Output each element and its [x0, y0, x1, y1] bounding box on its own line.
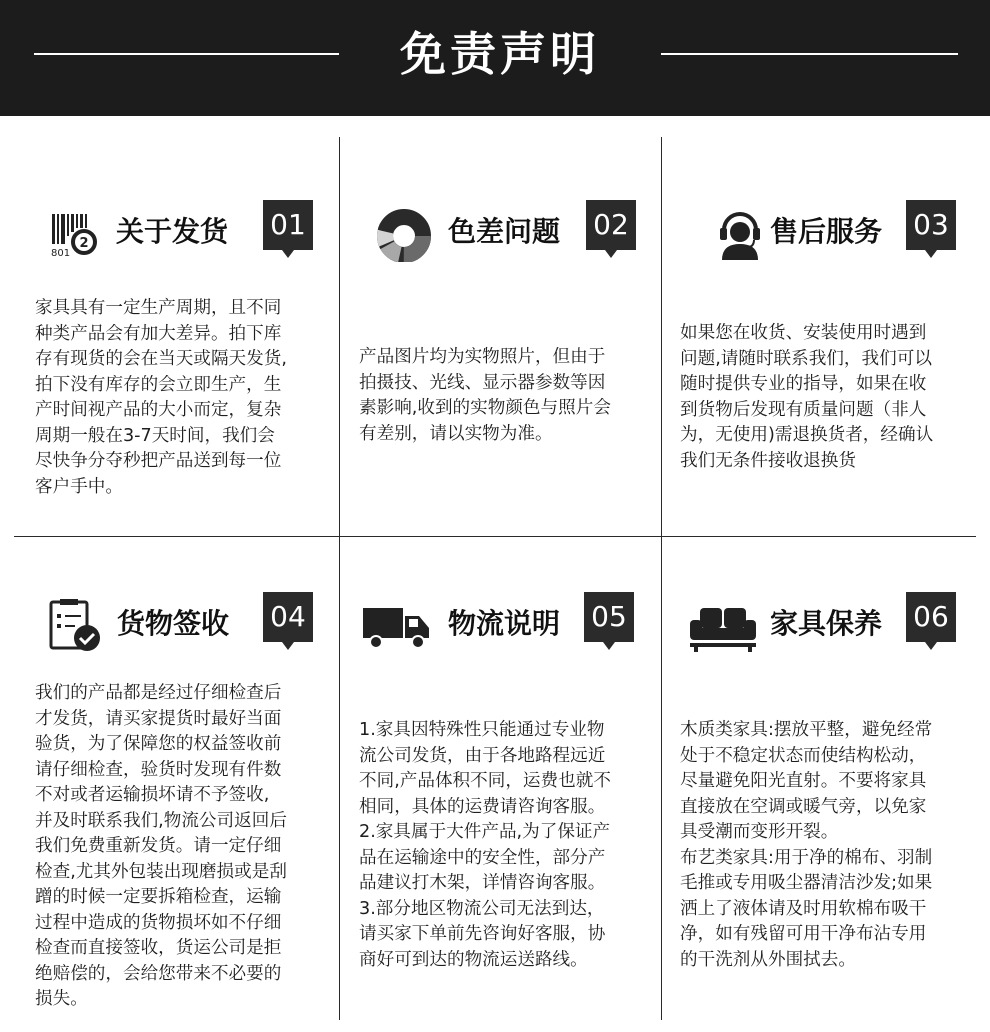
section-title: 售后服务 [770, 215, 883, 248]
section-title: 物流说明 [448, 607, 561, 640]
section-number-badge: 05 [584, 592, 634, 642]
section-body: 产品图片均为实物照片，但由于 拍摄技、光线、显示器参数等因 素影响,收到的实物颜色与照片会 有差别，请以实物为准。 [359, 347, 611, 444]
section-header [712, 200, 982, 270]
header-rule-left [34, 53, 339, 55]
section-header [688, 592, 978, 662]
section-title: 关于发货 [116, 215, 229, 248]
page-title: 免责声明 [400, 27, 600, 81]
section-header [376, 200, 646, 270]
section-header [50, 200, 320, 270]
section-number-badge: 04 [263, 592, 313, 642]
section-body: 如果您在收货、安装使用时遇到 问题,请随时联系我们，我们可以 随时提供专业的指导，如果在收 到货物后发现有质量问题（非人 为，无使用)需退换货者，经确认 我们无条件接收退换货 [680, 323, 934, 471]
section-title: 家具保养 [770, 607, 883, 640]
svg-text:801: 801 [51, 248, 71, 259]
section-header [47, 592, 327, 662]
section-body: 1.家具因特殊性只能通过专业物 流公司发货，由于各地路程远近 不同,产品体积不同，运费也就不 相同，具体的运费请咨询客服。 2.家具属于大件产品,为了保证产 品在运输途中的安全性，部分产 品建议打木架，详情咨询客服。 3.部分地区物流公司无法到达， 请买家下单前先咨询好客服，协 商好可到达的物流运送路线。 [359, 720, 611, 970]
section-title: 色差问题 [448, 215, 561, 248]
customer-service-icon [712, 206, 768, 262]
section-body: 我们的产品都是经过仔细检查后 才发货，请买家提货时最好当面 验货，为了保障您的权益签收前 请仔细检查，验货时发现有件数 不对或者运输损坏请不予签收, 并及时联系我们,物流公司返回后 我们免费重新发货。请一定仔细 检查,尤其外包装出现磨损或是刮 蹭的时候一定要拆箱检查，运输 过程中造成的货物损坏如不仔细 检查而直接签收，货运公司是拒 绝赔偿的，会给您带来不必要的 损失。 [35, 683, 287, 1009]
grid-divider-horizontal [14, 536, 976, 537]
page-header [0, 0, 990, 116]
section-body: 木质类家具:摆放平整，避免经常 处于不稳定状态而使结构松动， 尽量避免阳光直射。不要将家具 直接放在空调或暖气旁，以免家 具受潮而变形开裂。 布艺类家具:用于净的棉布、羽制 毛推或专用吸尘器清洁沙发;如果 洒上了液体请及时用软棉布吸干 净，如有残留可用干净布沾专用 的干洗剂从外围拭去。 [680, 720, 933, 970]
barcode-shipping-icon [50, 206, 106, 262]
color-ring-icon [376, 206, 432, 262]
header-rule-right [661, 53, 958, 55]
section-number-badge: 01 [263, 200, 313, 250]
section-number-badge: 02 [586, 200, 636, 250]
section-title: 货物签收 [117, 607, 230, 640]
section-header [362, 592, 652, 662]
delivery-truck-icon [362, 598, 432, 654]
sofa-icon [688, 598, 758, 654]
section-number-badge: 06 [906, 592, 956, 642]
checklist-icon [47, 598, 103, 654]
section-body: 家具具有一定生产周期，且不同 种类产品会有加大差异。拍下库 存有现货的会在当天或隔天发货, 拍下没有库存的会立即生产，生 产时间视产品的大小而定，复杂 周期一般在3-7天时间，我们会 尽快争分夺秒把产品送到每一位 客户手中。 [35, 298, 287, 497]
svg-text:2: 2 [79, 236, 89, 251]
section-number-badge: 03 [906, 200, 956, 250]
grid-divider-vertical-1 [339, 137, 340, 1020]
grid-divider-vertical-2 [661, 137, 662, 1020]
